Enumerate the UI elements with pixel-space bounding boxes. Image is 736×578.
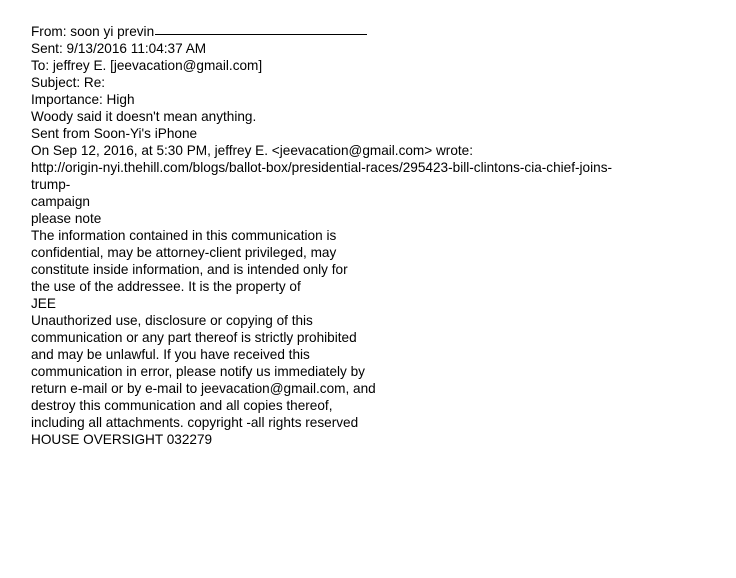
link-line: http://origin-nyi.thehill.com/blogs/ballot-box/presidential-races/295423-bill-clintons-cia-chief-joins- [31,160,613,175]
note-text: please note [31,211,102,226]
disclaimer-line: confidential, may be attorney-client privileged, may [31,245,337,260]
disclaimer-line: return e-mail or by e-mail to jeevacation@gmail.com, and [31,381,376,396]
disclaimer-line: JEE [31,296,56,311]
subject-line: Subject: Re: [31,75,106,90]
sent-line: Sent: 9/13/2016 11:04:37 AM [31,41,207,56]
disclaimer-line: including all attachments. copyright -all rights reserved [31,415,359,430]
disclaimer-line: destroy this communication and all copies thereof, [31,398,333,413]
bates-stamp: HOUSE OVERSIGHT 032279 [31,432,213,447]
link-line: campaign [31,194,90,209]
disclaimer-line: communication or any part thereof is strictly prohibited [31,330,357,345]
quote-intro: On Sep 12, 2016, at 5:30 PM, jeffrey E. <jeevacation@gmail.com> wrote: [31,143,473,158]
disclaimer-line: the use of the addressee. It is the property of [31,279,301,294]
from-text: From: soon yi previn [31,24,155,39]
disclaimer-line: The information contained in this communication is [31,228,337,243]
signature-text: Sent from Soon-Yi's iPhone [31,126,198,141]
disclaimer-line: constitute inside information, and is intended only for [31,262,348,277]
disclaimer-line: communication in error, please notify us immediately by [31,364,365,379]
email-document [31,23,721,448]
from-line [31,23,721,40]
disclaimer-line: and may be unlawful. If you have received this [31,347,310,362]
importance-line: Importance: High [31,92,135,107]
link-line: trump- [31,177,71,192]
to-line: To: jeffrey E. [jeevacation@gmail.com] [31,58,263,73]
reply-text: Woody said it doesn't mean anything. [31,109,257,124]
disclaimer-line: Unauthorized use, disclosure or copying of this [31,313,313,328]
header-underline [155,34,367,35]
